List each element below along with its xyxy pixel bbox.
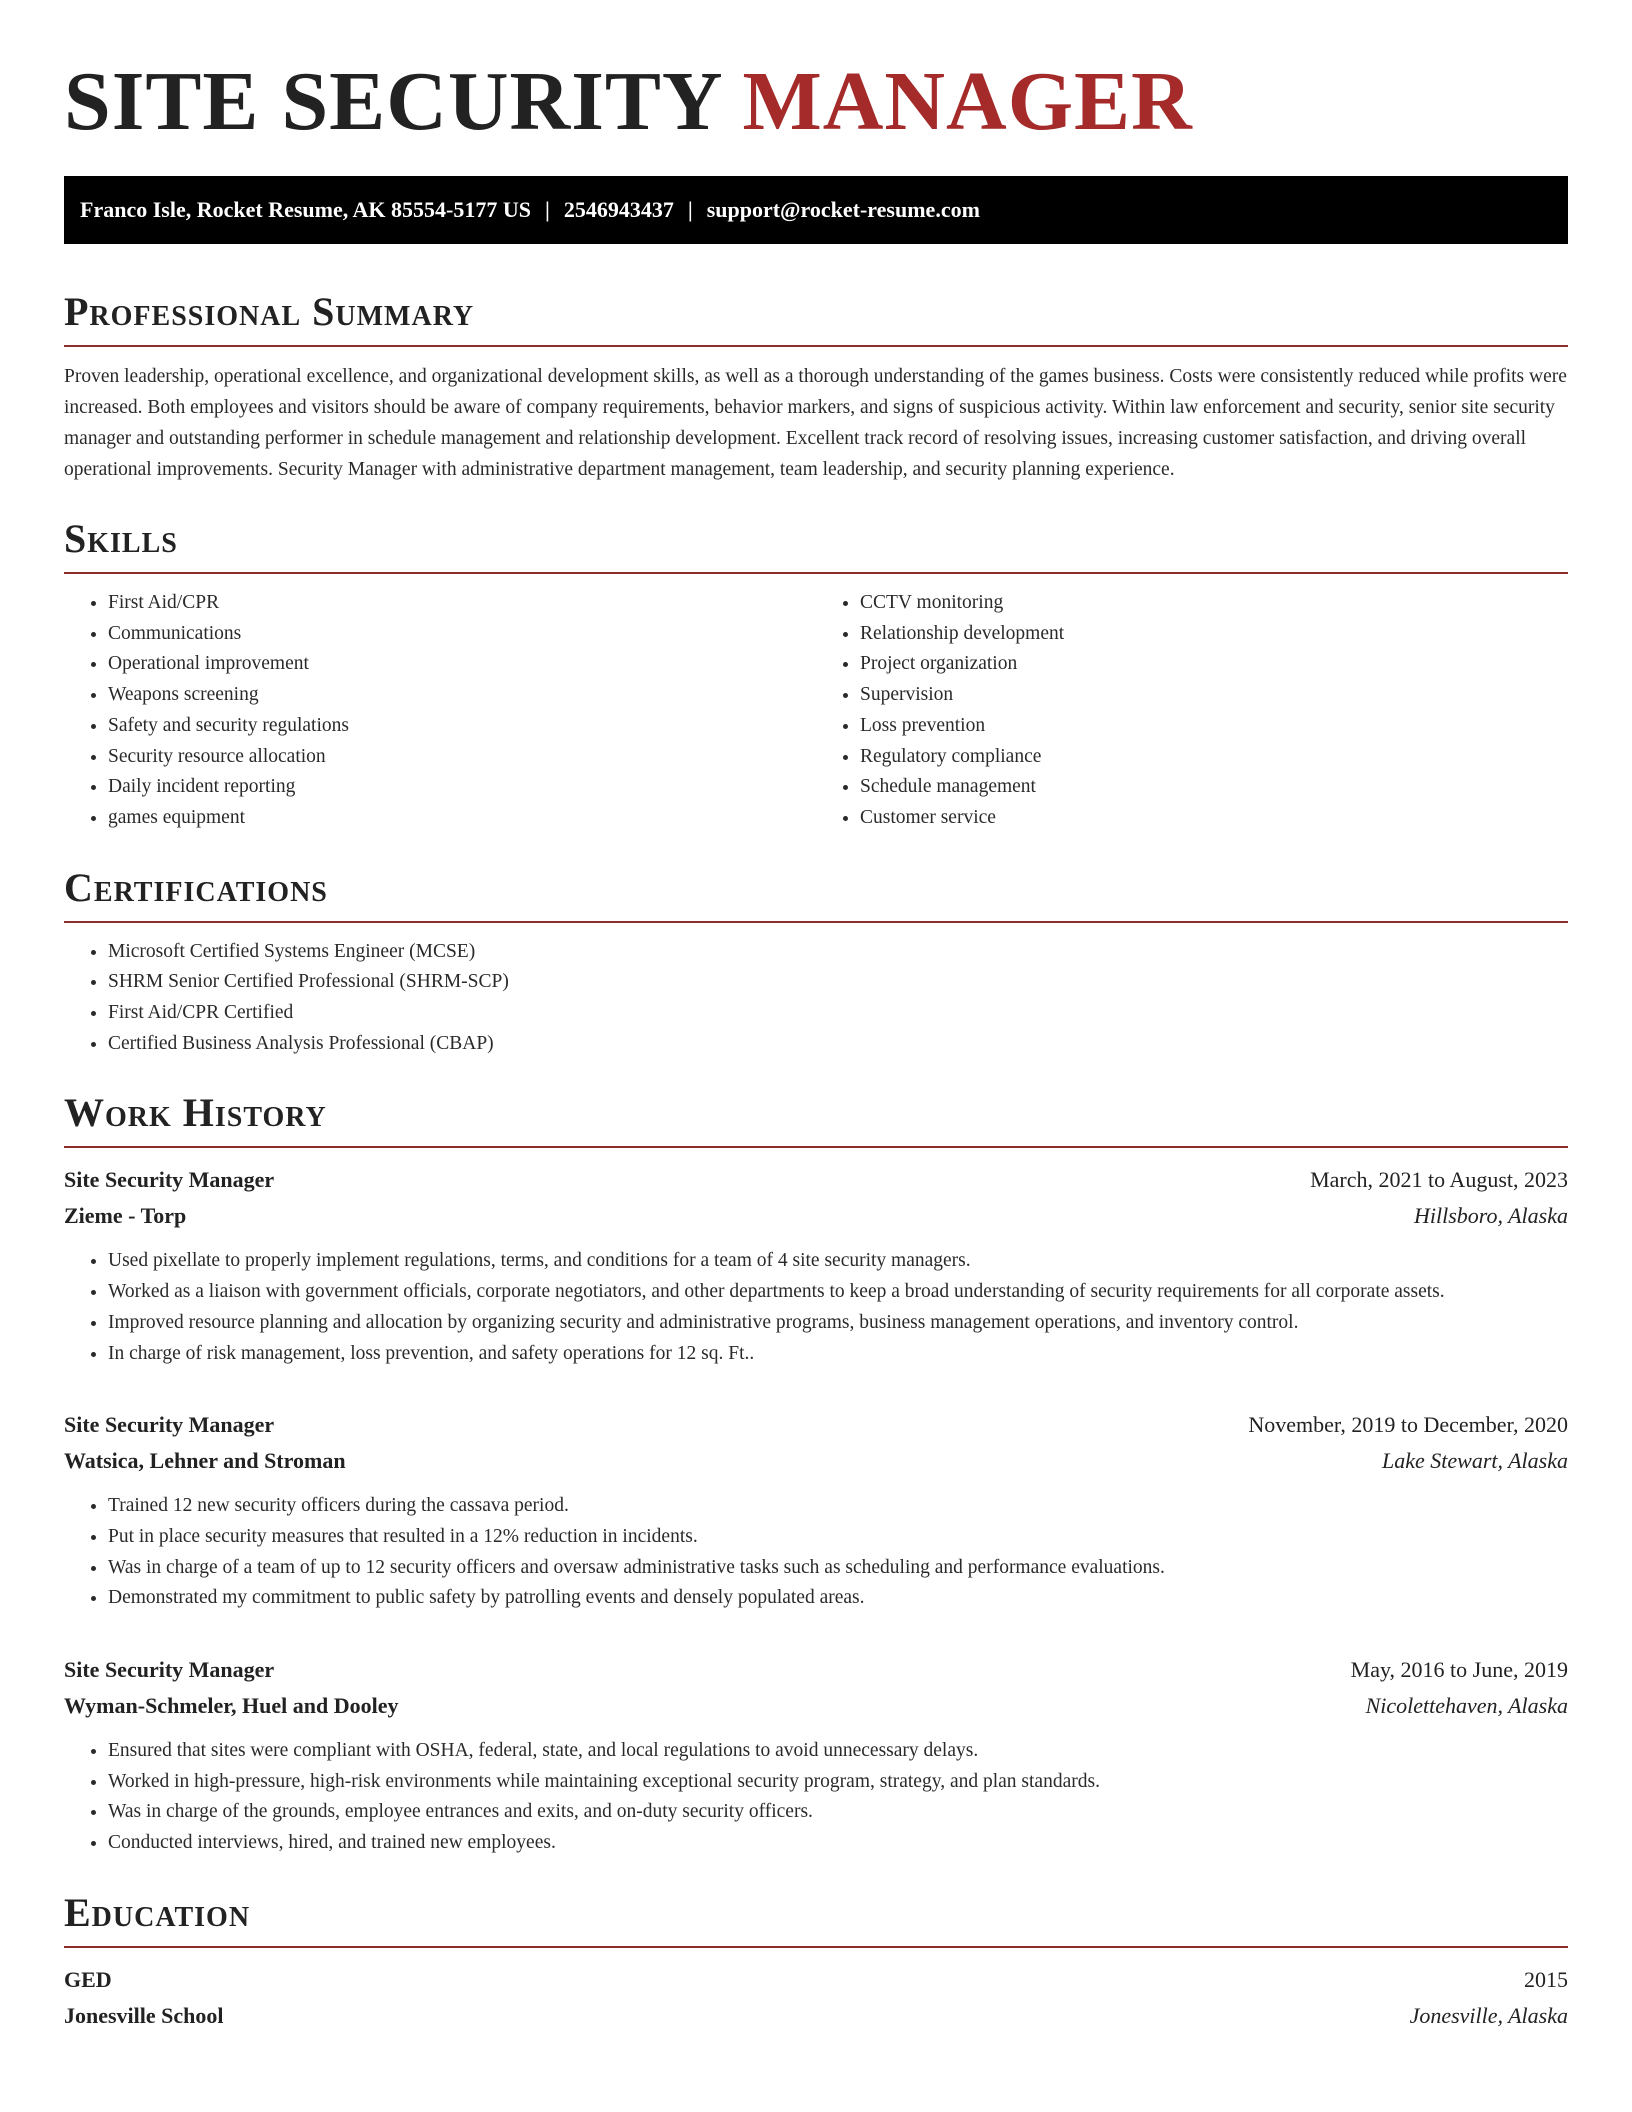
name-accent: MANAGER — [742, 55, 1193, 148]
list-item: • Certified Business Analysis Professional (CBAP) — [108, 1029, 1568, 1060]
skills-list-left — [64, 588, 816, 834]
skills-list-right — [816, 588, 1568, 834]
list-item: • Worked in high-pressure, high-risk environments while maintaining exceptional security program, strategy, and plan standards. — [108, 1767, 1568, 1798]
list-item: • Communications — [108, 619, 816, 650]
list-item: • In charge of risk management, loss prevention, and safety operations for 12 sq. Ft.. — [108, 1339, 1568, 1370]
list-item: • Relationship development — [860, 619, 1568, 650]
job-dates: March, 2021 to August, 2023 — [1310, 1167, 1568, 1193]
job-title: Site Security Manager — [64, 1412, 275, 1438]
job-company: Watsica, Lehner and Stroman — [64, 1448, 346, 1474]
job-header-row — [64, 1162, 1568, 1198]
job-dates: November, 2019 to December, 2020 — [1248, 1412, 1568, 1438]
job-entry — [64, 1407, 1568, 1614]
job-company: Zieme - Torp — [64, 1203, 187, 1229]
job-entry — [64, 1652, 1568, 1859]
list-item: • First Aid/CPR — [108, 588, 816, 619]
list-item: • Used pixellate to properly implement regulations, terms, and conditions for a team of 4 site security managers. — [108, 1246, 1568, 1277]
contact-address: Franco Isle, Rocket Resume, AK 85554-5177 US — [80, 197, 531, 222]
list-item: • Loss prevention — [860, 711, 1568, 742]
list-item: • Safety and security regulations — [108, 711, 816, 742]
list-item: • Daily incident reporting — [108, 772, 816, 803]
job-dates: May, 2016 to June, 2019 — [1350, 1657, 1568, 1683]
list-item: • First Aid/CPR Certified — [108, 998, 1568, 1029]
job-company-row — [64, 1688, 1568, 1724]
contact-phone[interactable]: 2546943437 — [563, 197, 674, 222]
job-company-row — [64, 1443, 1568, 1479]
education-section — [64, 1889, 1568, 2034]
job-title: Site Security Manager — [64, 1657, 275, 1683]
job-bullets — [64, 1246, 1568, 1369]
list-item: • Trained 12 new security officers during the cassava period. — [108, 1491, 1568, 1522]
list-item: • Demonstrated my commitment to public safety by patrolling events and densely populated areas. — [108, 1583, 1568, 1614]
education-school: Jonesville School — [64, 2002, 224, 2028]
list-item: • games equipment — [108, 803, 816, 834]
name-first: SITE SECURITY — [64, 55, 721, 148]
job-company-row — [64, 1198, 1568, 1234]
contact-separator: | — [544, 197, 550, 222]
list-item: • Ensured that sites were compliant with OSHA, federal, state, and local regulations to avoid unnecessary delays. — [108, 1736, 1568, 1767]
education-year: 2015 — [1524, 1966, 1568, 1992]
summary-text: Proven leadership, operational excellence, and organizational development skills, as well as a thorough understanding of the games business. Costs were consistently reduced while profits were increased. Both employees and visitors should be aware of company requirements, behavior markers, and signs of suspicious activity. Within law enforcement and security, senior site security manager and outstanding performer in schedule management and relationship development. Excellent track record of resolving issues, increasing customer satisfaction, and driving overall operational improvements. Security Manager with administrative department management, team leadership, and security planning experience. — [64, 366, 1567, 480]
list-item: • CCTV monitoring — [860, 588, 1568, 619]
contact-separator: | — [687, 197, 693, 222]
list-item: • Supervision — [860, 680, 1568, 711]
education-degree-row — [64, 1962, 1568, 1998]
section-title-certifications: Certifications — [64, 864, 1568, 923]
job-entry — [64, 1162, 1568, 1369]
job-bullets — [64, 1736, 1568, 1859]
education-degree: GED — [64, 1966, 112, 1992]
list-item: • Conducted interviews, hired, and trained new employees. — [108, 1828, 1568, 1859]
list-item: • Schedule management — [860, 772, 1568, 803]
summary-section — [64, 288, 1568, 485]
list-item: • Project organization — [860, 649, 1568, 680]
certifications-section — [64, 864, 1568, 1060]
list-item: • Was in charge of a team of up to 12 security officers and oversaw administrative tasks such as scheduling and performance evaluations. — [108, 1553, 1568, 1584]
list-item: • Customer service — [860, 803, 1568, 834]
list-item: • Security resource allocation — [108, 742, 816, 773]
job-location: Hillsboro, Alaska — [1413, 1203, 1568, 1229]
list-item: • Microsoft Certified Systems Engineer (MCSE) — [108, 937, 1568, 968]
list-item: • Improved resource planning and allocation by organizing security and administrative programs, business management operations, and inventory control. — [108, 1308, 1568, 1339]
list-item: • SHRM Senior Certified Professional (SHRM-SCP) — [108, 967, 1568, 998]
certifications-list — [64, 937, 1568, 1060]
education-location: Jonesville, Alaska — [1409, 2002, 1568, 2028]
list-item: • Worked as a liaison with government officials, corporate negotiators, and other departments to keep a broad understanding of security requirements for all corporate assets. — [108, 1277, 1568, 1308]
skills-section — [64, 515, 1568, 834]
section-title-skills: Skills — [64, 515, 1568, 574]
job-location: Lake Stewart, Alaska — [1382, 1448, 1568, 1474]
list-item: • Regulatory compliance — [860, 742, 1568, 773]
education-school-row — [64, 1998, 1568, 2034]
job-header-row — [64, 1407, 1568, 1443]
header — [64, 0, 1568, 176]
list-item: • Operational improvement — [108, 649, 816, 680]
section-title-work-history: Work History — [64, 1089, 1568, 1148]
section-title-summary: Professional Summary — [64, 288, 1568, 347]
work-history-section — [64, 1089, 1568, 1858]
list-item: • Weapons screening — [108, 680, 816, 711]
job-bullets — [64, 1491, 1568, 1614]
job-location: Nicolettehaven, Alaska — [1365, 1693, 1568, 1719]
job-title: Site Security Manager — [64, 1167, 275, 1193]
page-title — [64, 52, 1568, 152]
contact-bar — [64, 176, 1568, 244]
skills-columns — [64, 588, 1568, 834]
job-header-row — [64, 1652, 1568, 1688]
section-title-education: Education — [64, 1889, 1568, 1948]
job-company: Wyman-Schmeler, Huel and Dooley — [64, 1693, 399, 1719]
list-item: • Was in charge of the grounds, employee entrances and exits, and on-duty security officers. — [108, 1797, 1568, 1828]
contact-email[interactable]: support@rocket-resume.com — [706, 197, 980, 222]
list-item: • Put in place security measures that resulted in a 12% reduction in incidents. — [108, 1522, 1568, 1553]
